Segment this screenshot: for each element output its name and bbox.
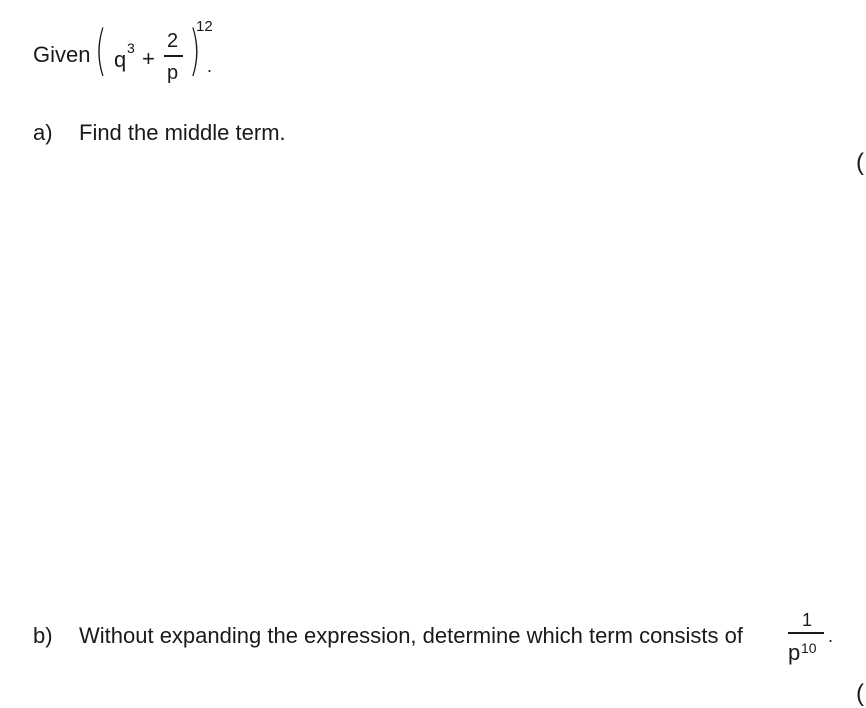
- fraction-numerator: 2: [167, 30, 179, 52]
- part-b-question: Without expanding the expression, determine which term consists of: [79, 623, 743, 648]
- fraction-denominator: p: [167, 62, 179, 84]
- target-fraction-denominator-base: p: [788, 640, 801, 665]
- fraction-bar: [164, 55, 183, 57]
- target-fraction-bar: [788, 632, 824, 634]
- plus-operator: +: [142, 46, 155, 71]
- left-parenthesis: (: [95, 19, 107, 82]
- part-b-marks-bracket: (: [856, 680, 864, 707]
- base-variable-q: q: [114, 47, 127, 72]
- part-a-question: Find the middle term.: [79, 120, 286, 145]
- part-a-label: a): [33, 120, 53, 145]
- part-b-period: .: [828, 626, 834, 646]
- outer-exponent: 12: [196, 18, 213, 35]
- given-label: Given: [33, 42, 91, 67]
- base-exponent: 3: [127, 40, 135, 56]
- part-a-marks-bracket: (: [856, 149, 864, 176]
- right-parenthesis: ): [189, 19, 201, 82]
- target-fraction-numerator: 1: [802, 610, 813, 630]
- given-period: .: [207, 56, 213, 76]
- target-fraction-denominator-exponent: 10: [801, 640, 817, 656]
- part-b-label: b): [33, 623, 53, 648]
